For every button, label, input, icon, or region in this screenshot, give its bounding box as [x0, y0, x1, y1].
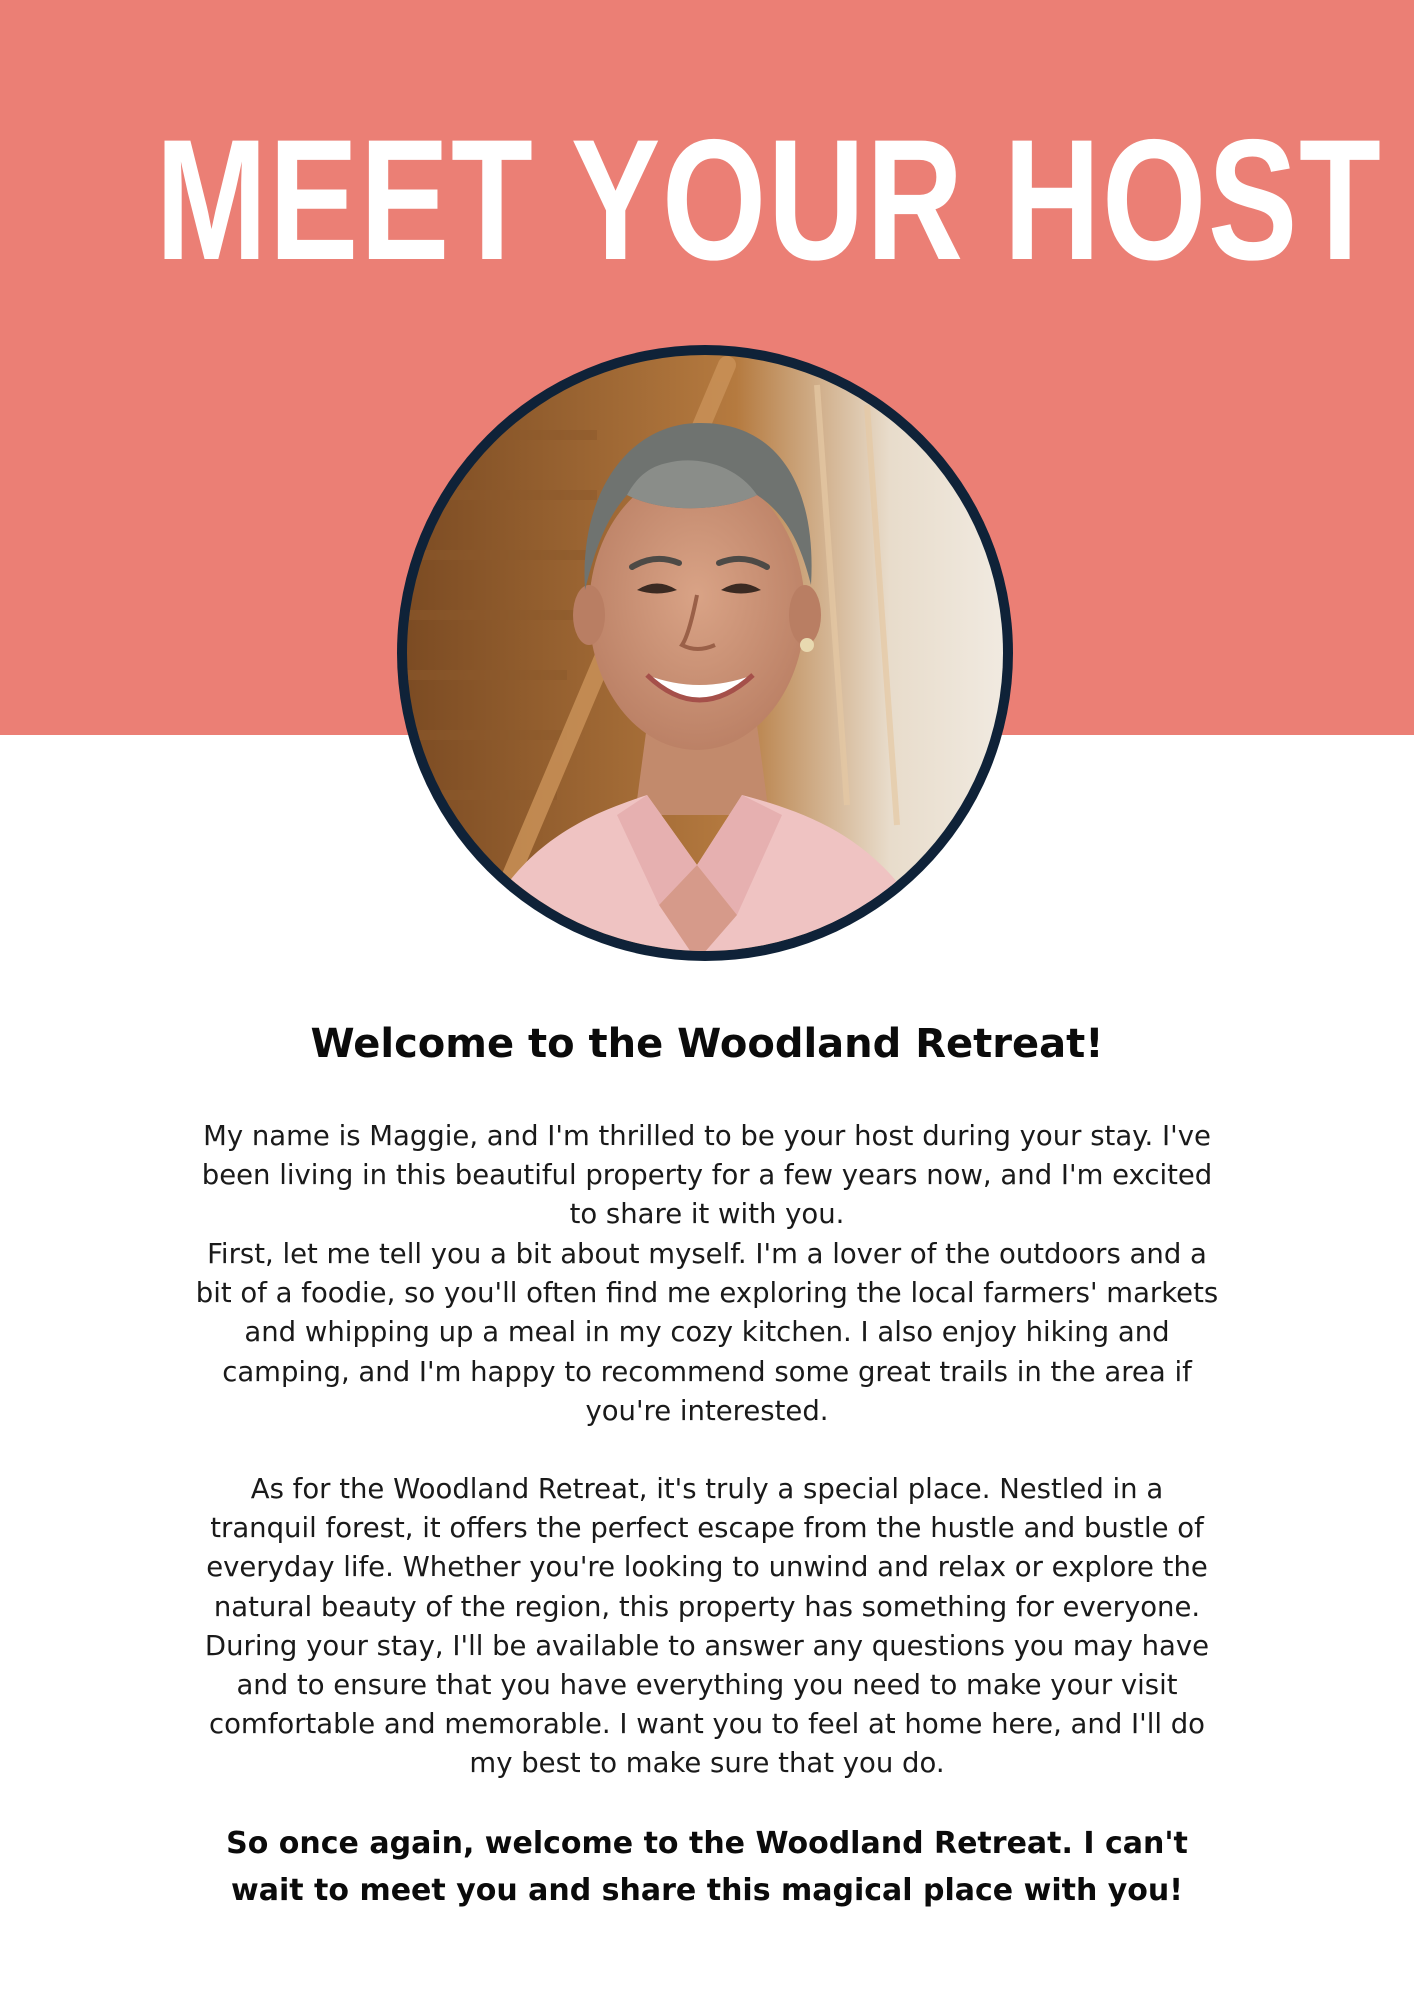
intro-paragraph: My name is Maggie, and I'm thrilled to be your host during your stay. I've been living in this beautiful property for a few years now, and I'm excited to share it with you. [201, 1120, 1213, 1231]
about-host-paragraph: First, let me tell you a bit about myself. I'm a lover of the outdoors and a bit of a foodie, so you'll often find me exploring the local farmers' markets and whipping up a meal in my cozy kitchen. I also enjoy hiking and camping, and I'm happy to recommend some great trails in the area if you're interested. [195, 1238, 1219, 1427]
host-portrait-icon [397, 345, 1013, 961]
welcome-heading: Welcome to the Woodland Retreat! [310, 1021, 1104, 1067]
about-property-paragraph: As for the Woodland Retreat, it's truly a special place. Nestled in a tranquil forest, it offers the perfect escape from the hustle and bustle of everyday life. Whether you're looking to unwind and relax or explore the natural beauty of the region, this property has something for everyone. During your stay, I'll be available to answer any questions you may have and to ensure that you have everything you need to make your visit comfortable and memorable. I want you to feel at home here, and I'll do my best to make sure that you do. [204, 1473, 1210, 1780]
page-title: MEET YOUR HOST [155, 104, 1383, 296]
host-photo [397, 345, 1013, 961]
closing-message: So once again, welcome to the Woodland Retreat. I can't wait to meet you and share this magical place with you! [226, 1826, 1188, 1908]
